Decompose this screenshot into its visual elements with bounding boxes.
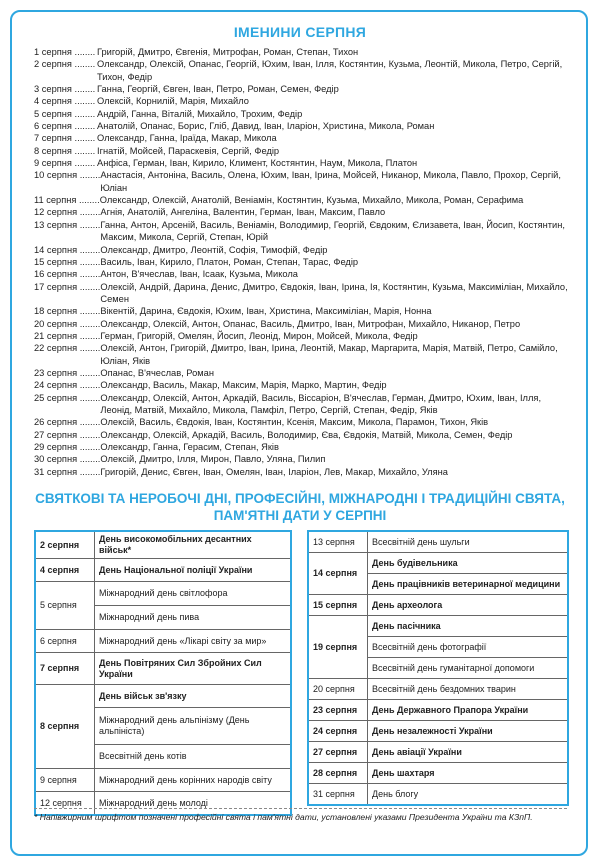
nameday-names: Вікентій, Дарина, Євдокія, Юхим, Іван, Христина, Максиміліан, Марія, Нонна — [100, 306, 432, 317]
nameday-date: 15 серпня ........ — [34, 256, 101, 267]
nameday-names: Олександр, Ганна, Іраїда, Макар, Микола — [97, 133, 277, 144]
holiday-row — [35, 531, 291, 559]
holiday-row — [35, 769, 291, 792]
holiday-date: 14 серпня — [308, 553, 368, 595]
nameday-date: 5 серпня ........ — [34, 108, 96, 119]
holiday-event: День пасічника — [368, 616, 569, 637]
nameday-row — [34, 342, 574, 367]
holiday-date: 2 серпня — [35, 531, 95, 559]
nameday-date: 3 серпня ........ — [34, 84, 96, 95]
holiday-event: День Державного Прапора України — [368, 700, 569, 721]
holiday-row — [308, 763, 568, 784]
holiday-date: 24 серпня — [308, 721, 368, 742]
holiday-row — [308, 742, 568, 763]
holiday-row — [35, 685, 291, 708]
nameday-date: 31 серпня ........ — [34, 466, 101, 477]
holiday-row — [308, 531, 568, 553]
holiday-date: 8 серпня — [35, 685, 95, 769]
nameday-names: Анастасія, Антоніна, Василь, Олена, Юхим, Іван, Ірина, Мойсей, Никанор, Микола, Павло, Прохор, Сергій, Юліан — [100, 170, 561, 193]
nameday-names: Василь, Іван, Кирило, Платон, Роман, Степан, Тарас, Федір — [100, 256, 359, 267]
nameday-names: Олексій, Антон, Григорій, Дмитро, Іван, Ірина, Леонтій, Макар, Маргарита, Марія, Матвій, Петро, Самійло, Юліан, Яків — [100, 343, 558, 366]
holiday-event: День Національної поліції України — [95, 559, 292, 582]
nameday-date: 20 серпня ........ — [34, 318, 101, 329]
nameday-row — [34, 95, 574, 107]
nameday-date: 16 серпня ........ — [34, 269, 101, 280]
nameday-row — [34, 441, 574, 453]
nameday-date: 17 серпня ........ — [34, 281, 101, 292]
divider — [34, 808, 567, 809]
nameday-names: Анфіса, Герман, Іван, Кирило, Климент, Костянтин, Наум, Микола, Платон — [97, 158, 418, 169]
nameday-row — [34, 244, 574, 256]
nameday-row — [34, 466, 574, 478]
nameday-date: 18 серпня ........ — [34, 306, 101, 317]
holiday-event: Міжнародний день світлофора — [95, 582, 292, 606]
nameday-date: 21 серпня ........ — [34, 330, 101, 341]
nameday-names: Антон, В'ячеслав, Іван, Ісаак, Кузьма, Микола — [100, 269, 298, 280]
nameday-names: Герман, Григорій, Омелян, Йосип, Леонід, Мирон, Мойсей, Микола, Федір — [100, 330, 418, 341]
holiday-date: 5 серпня — [35, 582, 95, 630]
holiday-row — [308, 784, 568, 806]
nameday-date: 13 серпня ........ — [34, 219, 101, 230]
nameday-row — [34, 46, 574, 58]
nameday-row — [34, 132, 574, 144]
nameday-date: 11 серпня ........ — [34, 195, 100, 206]
nameday-names: Олексій, Василь, Євдокія, Іван, Костянтин, Ксенія, Максим, Микола, Парамон, Тихон, Яків — [100, 417, 489, 428]
nameday-row — [34, 330, 574, 342]
holidays-table-left — [34, 530, 292, 816]
holiday-date: 4 серпня — [35, 559, 95, 582]
holiday-date: 27 серпня — [308, 742, 368, 763]
nameday-names: Григорій, Денис, Євген, Іван, Омелян, Іван, Іларіон, Лев, Макар, Михайло, Уляна — [100, 466, 448, 477]
nameday-row — [34, 416, 574, 428]
nameday-row — [34, 157, 574, 169]
holiday-event: Всесвітній день котів — [95, 745, 292, 769]
nameday-names: Григорій, Дмитро, Євгенія, Митрофан, Роман, Степан, Тихон — [97, 47, 359, 57]
holiday-event: День будівельника — [368, 553, 569, 574]
nameday-date: 25 серпня ........ — [34, 392, 101, 403]
nameday-names: Андрій, Ганна, Віталій, Михайло, Трохим, Федір — [97, 108, 303, 119]
holiday-date: 13 серпня — [308, 531, 368, 553]
nameday-date: 29 серпня ........ — [34, 442, 101, 452]
nameday-row — [34, 367, 574, 379]
nameday-date: 6 серпня ........ — [34, 121, 96, 132]
holiday-event: День блогу — [368, 784, 569, 806]
nameday-names: Олександр, Ганна, Герасим, Степан, Яків — [100, 442, 279, 452]
holidays-table-right — [307, 530, 569, 806]
nameday-names: Олексій, Андрій, Дарина, Денис, Дмитро, Євдокія, Іван, Ірина, Ія, Костянтин, Кузьма, Максиміліан, Михайло, Семен — [100, 281, 568, 304]
nameday-names: Олександр, Олексій, Антон, Опанас, Василь, Дмитро, Іван, Митрофан, Михайло, Никанор, Петро — [100, 318, 521, 329]
holiday-event: День високомобільних десантних військ* — [95, 531, 292, 559]
nameday-date: 10 серпня ........ — [34, 170, 101, 181]
nameday-date: 4 серпня ........ — [34, 96, 96, 107]
nameday-row — [34, 194, 574, 206]
holiday-date: 23 серпня — [308, 700, 368, 721]
holiday-row — [308, 595, 568, 616]
namedays-list — [34, 46, 574, 478]
nameday-row — [34, 120, 574, 132]
holiday-event: Міжнародний день «Лікарі світу за мир» — [95, 630, 292, 653]
nameday-date: 7 серпня ........ — [34, 133, 96, 144]
holiday-event: День військ зв'язку — [95, 685, 292, 708]
holiday-date: 20 серпня — [308, 679, 368, 700]
holiday-event: День авіації України — [368, 742, 569, 763]
nameday-date: 26 серпня ........ — [34, 417, 101, 428]
nameday-names: Анатолій, Опанас, Борис, Гліб, Давид, Іван, Іларіон, Христина, Микола, Роман — [97, 121, 435, 132]
nameday-row — [34, 108, 574, 120]
footnote: * Напівжирним шрифтом позначені професійні свята і пам'ятні дати, установлені указами Президента України та КЗпП. — [34, 812, 533, 822]
nameday-date: 14 серпня ........ — [34, 244, 101, 255]
holiday-event: Всесвітній день гуманітарної допомоги — [368, 658, 569, 679]
nameday-date: 30 серпня ........ — [34, 454, 101, 465]
nameday-row — [34, 318, 574, 330]
nameday-row — [34, 281, 574, 306]
holiday-date: 12 серпня — [35, 792, 95, 816]
nameday-names: Ігнатій, Мойсей, Параскевія, Сергій, Федір — [97, 145, 280, 156]
holiday-row — [308, 721, 568, 742]
nameday-row — [34, 392, 574, 417]
holiday-date: 15 серпня — [308, 595, 368, 616]
holiday-row — [308, 553, 568, 574]
holiday-row — [35, 630, 291, 653]
holiday-date: 7 серпня — [35, 653, 95, 685]
holiday-row — [35, 653, 291, 685]
holiday-date: 6 серпня — [35, 630, 95, 653]
nameday-date: 2 серпня ........ — [34, 59, 96, 70]
nameday-date: 23 серпня ........ — [34, 367, 101, 378]
nameday-date: 9 серпня ........ — [34, 158, 96, 169]
holiday-row — [308, 616, 568, 637]
holiday-event: День працівників ветеринарної медицини — [368, 574, 569, 595]
holiday-event: Міжнародний день корінних народів світу — [95, 769, 292, 792]
nameday-names: Олексій, Корнилій, Марія, Михайло — [97, 96, 249, 107]
nameday-row — [34, 83, 574, 95]
nameday-names: Агнія, Анатолій, Ангеліна, Валентин, Герман, Іван, Максим, Павло — [100, 207, 386, 218]
nameday-date: 1 серпня ........ — [34, 47, 96, 57]
nameday-row — [34, 256, 574, 268]
nameday-date: 22 серпня ........ — [34, 343, 101, 354]
nameday-names: Олександр, Олексій, Аркадій, Василь, Володимир, Єва, Євдокія, Матвій, Микола, Семен, Федір — [100, 429, 513, 440]
holiday-date: 9 серпня — [35, 769, 95, 792]
holiday-event: Всесвітній день фотографії — [368, 637, 569, 658]
nameday-date: 24 серпня ........ — [34, 380, 101, 391]
holiday-row — [35, 582, 291, 606]
nameday-row — [34, 453, 574, 465]
nameday-names: Опанас, В'ячеслав, Роман — [100, 367, 214, 378]
holiday-event: Всесвітній день шульги — [368, 531, 569, 553]
holiday-event: Міжнародний день молоді — [95, 792, 292, 816]
nameday-row — [34, 268, 574, 280]
nameday-date: 27 серпня ........ — [34, 429, 101, 440]
nameday-row — [34, 219, 574, 244]
nameday-row — [34, 145, 574, 157]
holiday-event: День археолога — [368, 595, 569, 616]
nameday-names: Олександр, Дмитро, Леонтій, Софія, Тимофій, Федір — [100, 244, 328, 255]
nameday-names: Ганна, Георгій, Євген, Іван, Петро, Роман, Семен, Федір — [97, 84, 339, 95]
holiday-date: 31 серпня — [308, 784, 368, 806]
nameday-row — [34, 379, 574, 391]
nameday-names: Олексій, Дмитро, Ілля, Мирон, Павло, Уляна, Пилип — [100, 454, 326, 465]
nameday-names: Олександр, Олексій, Опанас, Георгій, Юхим, Іван, Ілля, Костянтин, Кузьма, Леонтій, Микола, Петро, Сергій, Тихон, Федір — [97, 59, 563, 82]
nameday-date: 8 серпня ........ — [34, 145, 96, 156]
nameday-row — [34, 206, 574, 218]
nameday-names: Ганна, Антон, Арсеній, Василь, Веніамін, Володимир, Георгій, Євдоким, Єлизавета, Іван, Йосип, Костянтин, Максим, Микола, Сергій, Степан, Юрій — [100, 219, 565, 243]
nameday-names: Олександр, Василь, Макар, Максим, Марія, Марко, Мартин, Федір — [100, 380, 387, 391]
holidays-title: СВЯТКОВІ ТА НЕРОБОЧІ ДНІ, ПРОФЕСІЙНІ, МІЖНАРОДНІ І ТРАДИЦІЙНІ СВЯТА, ПАМ'ЯТНІ ДАТИ У СЕРПНІ — [35, 491, 565, 523]
nameday-row — [34, 169, 574, 194]
holiday-row — [35, 559, 291, 582]
nameday-names: Олександр, Олексій, Анатолій, Веніамін, Костянтин, Кузьма, Михайло, Микола, Роман, Серафима — [99, 195, 524, 206]
holiday-date: 19 серпня — [308, 616, 368, 679]
namedays-title: ІМЕНИНИ СЕРПНЯ — [233, 24, 367, 40]
nameday-row — [34, 58, 574, 83]
nameday-names: Олександр, Олексій, Антон, Аркадій, Василь, Віссаріон, В'ячеслав, Герман, Дмитро, Юхим, Іван, Ілля, Леонід, Матвій, Михайло, Микола, Памфіл, Петро, Сергій, Степан, Федір, Яків — [100, 392, 542, 415]
holiday-row — [308, 679, 568, 700]
holiday-event: День незалежності України — [368, 721, 569, 742]
holiday-row — [308, 700, 568, 721]
nameday-row — [34, 305, 574, 317]
holiday-event: День шахтаря — [368, 763, 569, 784]
holiday-event: Міжнародний день альпінізму (День альпініста) — [95, 708, 292, 745]
holiday-event: День Повітряних Сил Збройних Сил України — [95, 653, 292, 685]
nameday-row — [34, 429, 574, 441]
holiday-event: Всесвітній день бездомних тварин — [368, 679, 569, 700]
nameday-date: 12 серпня ........ — [34, 207, 101, 218]
holiday-event: Міжнародний день пива — [95, 606, 292, 630]
holiday-date: 28 серпня — [308, 763, 368, 784]
